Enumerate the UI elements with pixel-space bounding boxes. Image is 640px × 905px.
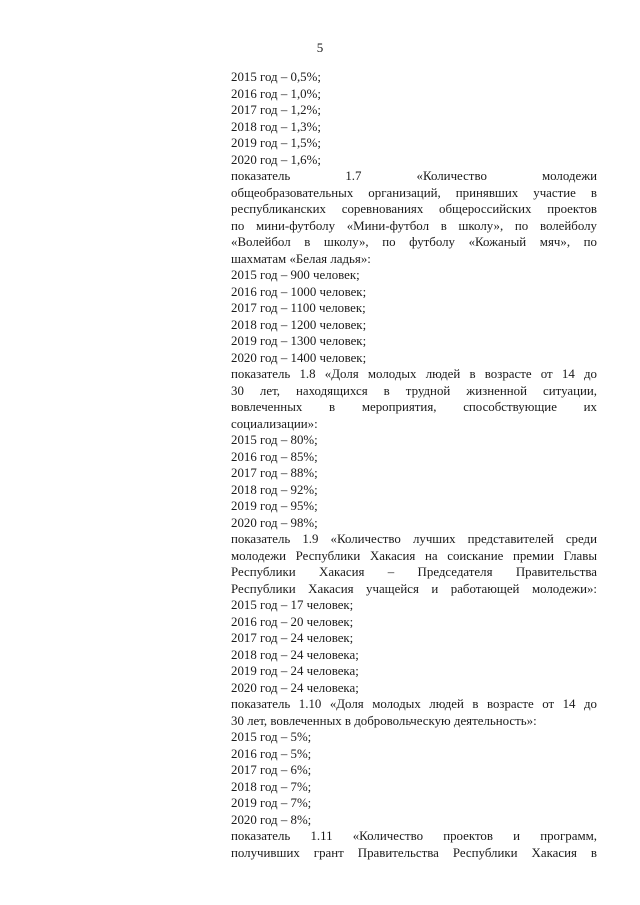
text-line: 2016 год – 1000 человек; — [231, 284, 367, 299]
text-line: 30 лет, находящихся в трудной жизненной ситуации, — [231, 383, 597, 398]
text-line: показатель 1.11 «Количество проектов и программ, — [231, 829, 597, 843]
text-line: 2020 год – 98%; — [231, 515, 318, 530]
text-line: 2018 год – 1,3%; — [231, 119, 321, 134]
text-line: 2017 год – 1,2%; — [231, 103, 321, 117]
text-line: 2018 год – 92%; — [231, 482, 318, 497]
text-line: 2016 год – 1,0%; — [231, 86, 321, 101]
text-line: 2015 год – 5%; — [231, 730, 312, 744]
text-line: 2019 год – 1300 человек; — [231, 334, 367, 348]
page-number: 5 — [316, 40, 324, 55]
text-line: 2017 год – 6%; — [231, 763, 312, 777]
text-line: 2018 год – 24 человека; — [231, 647, 359, 662]
text-line: 2019 год – 7%; — [231, 796, 312, 810]
text-line: 2015 год – 17 человек; — [231, 598, 354, 612]
text-line: 2020 год – 8%; — [231, 812, 312, 827]
text-line: «Волейбол в школу», по футболу «Кожаный мяч», по — [231, 235, 597, 249]
text-line: 2020 год – 1,6%; — [231, 152, 321, 167]
text-line: показатель 1.9 «Количество лучших представителей среди — [231, 532, 597, 546]
text-line: показатель 1.7 «Количество молодежи — [231, 169, 597, 183]
text-line: 2016 год – 85%; — [231, 449, 318, 464]
text-line: 2020 год – 24 человека; — [231, 680, 359, 695]
text-line: 2015 год – 80%; — [231, 433, 318, 447]
text-line: по мини-футболу «Мини-футбол в школу», по волейболу — [231, 218, 597, 233]
text-line: 2018 год – 1200 человек; — [231, 317, 367, 332]
text-line: Республики Хакасия – Председателя Правительства — [231, 565, 597, 579]
text-line: 2019 год – 1,5%; — [231, 136, 321, 150]
text-line: 2016 год – 5%; — [231, 746, 312, 761]
text-line: 2016 год – 20 человек; — [231, 614, 354, 629]
text-line: 2017 год – 88%; — [231, 466, 318, 480]
text-line: 2017 год – 1100 человек; — [231, 301, 366, 315]
text-line: 2020 год – 1400 человек; — [231, 350, 367, 365]
text-line: 2019 год – 95%; — [231, 499, 318, 513]
text-line: вовлеченных в мероприятия, способствующие их — [231, 400, 597, 414]
text-line: республиканских соревнованиях общероссийских проектов — [231, 202, 597, 216]
text-line: 2015 год – 900 человек; — [231, 268, 360, 282]
text-line: получивших грант Правительства Республики Хакасия в — [231, 845, 597, 860]
text-line: общеобразовательных организаций, принявших участие в — [231, 185, 597, 200]
text-line: 2018 год – 7%; — [231, 779, 312, 794]
text-line: 30 лет, вовлеченных в добровольческую деятельность»: — [231, 713, 537, 728]
document-body — [231, 69, 597, 861]
text-line: Республики Хакасия учащейся и работающей молодежи»: — [231, 581, 597, 596]
text-line: показатель 1.8 «Доля молодых людей в возрасте от 14 до — [231, 367, 597, 381]
text-line: социализации»: — [231, 416, 318, 431]
text-line: молодежи Республики Хакасия на соискание премии Главы — [231, 548, 597, 563]
text-line: показатель 1.10 «Доля молодых людей в возрасте от 14 до — [231, 697, 597, 711]
text-line: шахматам «Белая ладья»: — [231, 251, 371, 266]
text-line: 2019 год – 24 человека; — [231, 664, 359, 678]
text-line: 2015 год – 0,5%; — [231, 70, 321, 84]
text-line: 2017 год – 24 человек; — [231, 631, 354, 645]
